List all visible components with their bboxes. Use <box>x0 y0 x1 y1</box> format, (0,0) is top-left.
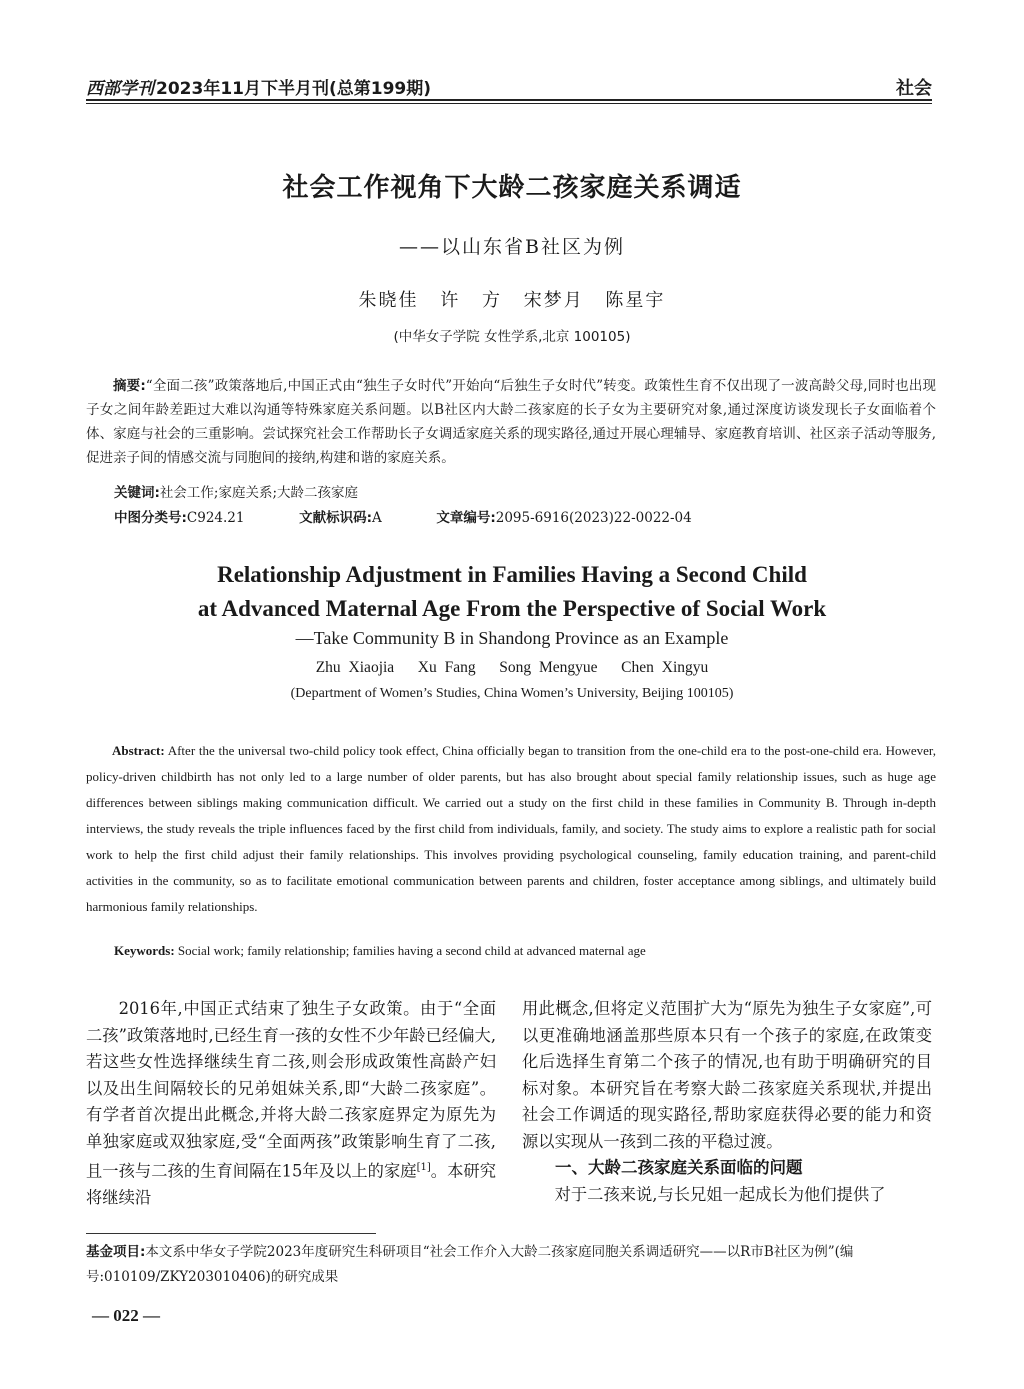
body-paragraph <box>86 996 496 1211</box>
footnote-rule <box>86 1233 376 1234</box>
journal-logo: 西部学刊 <box>86 79 154 99</box>
body-text: 。本研究将继续沿 <box>86 1161 496 1207</box>
page-number: — 022 — <box>92 1306 160 1325</box>
cn-title: 社会工作视角下大龄二孩家庭关系调适 <box>282 173 742 203</box>
header-rule-thin <box>86 103 932 104</box>
en-authors: Zhu Xiaojia Xu Fang Song Mengyue Chen Xingyu <box>315 659 709 676</box>
en-abstract-text: After the the universal two-child policy took effect, China officially began to transition from the one-child era to the post-one-child era. However, policy-driven childbirth has not only led to a large number of older parents, but has also brought about special family relationship issues, such as huge age differences between siblings making communication difficult. We carried out a study on the first child in these families in Community B. Through in-depth interviews, the study reveals the triple influences faced by the first child from individuals, family, and society. The study aims to explore a realistic path for social work to help the first child adjust their family relationships. This involves providing psychological counseling, family education training, and parent-child activities in the community, so as to facilitate emotional communication between parents and children, foster acceptance among siblings, and ultimately build harmonious family relationships. <box>86 743 936 914</box>
journal-issue: 2023年11月下半月刊(总第199期) <box>156 79 431 99</box>
en-keywords-text: Social work; family relationship; families having a second child at advanced maternal age <box>177 943 646 958</box>
body-column-left <box>86 996 496 1211</box>
en-keywords-label: Keywords: <box>114 943 175 958</box>
cn-subtitle: ——以山东省B社区为例 <box>399 236 625 258</box>
article-no-value: 2095-6916(2023)22-0022-04 <box>495 510 692 526</box>
running-header <box>86 64 932 104</box>
en-title-line1: Relationship Adjustment in Families Having a Second Child <box>217 562 807 587</box>
en-abstract <box>86 738 936 920</box>
doc-code-value: A <box>371 510 382 526</box>
body-text: 2016年,中国正式结束了独生子女政策。由于“全面二孩”政策落地时,已经生育一孩的女性不少年龄已经偏大,若这些女性选择继续生育二孩,则会形成政策性高龄产妇以及出生间隔较长的兄弟姐妹关系,即“大龄二孩家庭”。有学者首次提出此概念,并将大龄二孩家庭界定为原先为单独家庭或双独家庭,受“全面两孩”政策影响生育了二孩,且一孩与二孩的生育间隔在15年及以上的家庭 <box>86 999 496 1181</box>
doc-code-label: 文献标识码: <box>299 510 372 526</box>
citation-ref: [1] <box>416 1162 431 1173</box>
cn-keywords-text: 社会工作;家庭关系;大龄二孩家庭 <box>159 485 359 501</box>
en-affiliation: (Department of Women’s Studies, China Women’s University, Beijing 100105) <box>290 686 734 701</box>
cn-abstract-text: “全面二孩”政策落地后,中国正式由“独生子女时代”开始向“后独生子女时代”转变。政策性生育不仅出现了一波高龄父母,同时也出现子女之间年龄差距过大难以沟通等特殊家庭关系问题。以B社区内大龄二孩家庭的长子女为主要研究对象,通过深度访谈发现长子女面临着个体、家庭与社会的三重影响。尝试探究社会工作帮助长子女调适家庭关系的现实路径,通过开展心理辅导、家庭教育培训、社区亲子活动等服务,促进亲子间的情感交流与同胞间的接纳,构建和谐的家庭关系。 <box>86 378 936 466</box>
en-title <box>0 558 1024 626</box>
en-title-line2: at Advanced Maternal Age From the Perspective of Social Work <box>197 596 827 621</box>
en-abstract-label: Abstract: <box>112 743 165 758</box>
cn-abstract <box>86 374 936 470</box>
header-rule <box>86 99 932 101</box>
cn-keywords <box>114 481 358 501</box>
body-paragraph: 对于二孩来说,与长兄姐一起成长为他们提供了 <box>554 1184 886 1204</box>
cn-authors: 朱晓佳 许 方 宋梦月 陈星宇 <box>358 290 666 311</box>
footnote-label: 基金项目: <box>86 1244 146 1260</box>
body-paragraph: 用此概念,但将定义范围扩大为“原先为独生子女家庭”,可以更准确地涵盖那些原本只有一个孩子的家庭,在政策变化后选择生育第二个孩子的情况,也有助于明确研究的目标对象。本研究旨在考察大龄二孩家庭关系现状,并提出社会工作调适的现实路径,帮助家庭获得必要的能力和资源以实现从一孩到二孩的平稳过渡。 <box>522 999 932 1151</box>
en-subtitle: —Take Community B in Shandong Province as an Example <box>295 628 729 648</box>
cn-keywords-label: 关键词: <box>114 485 160 501</box>
cn-affiliation: (中华女子学院 女性学系,北京 100105) <box>393 329 631 345</box>
en-keywords <box>114 943 646 959</box>
clc-label: 中图分类号: <box>114 510 187 526</box>
journal-info <box>86 74 431 99</box>
section-heading: 一、大龄二孩家庭关系面临的问题 <box>555 1158 803 1177</box>
footnote-text: 本文系中华女子学院2023年度研究生科研项目“社会工作介入大龄二孩家庭同胞关系调适研究——以R市B社区为例”(编号:010109/ZKY203010406)的研究成果 <box>86 1244 854 1285</box>
section-name: 社会 <box>896 78 932 99</box>
article-no-label: 文章编号: <box>436 510 496 526</box>
cn-classification <box>114 506 934 526</box>
footnote <box>86 1240 936 1290</box>
cn-abstract-label: 摘要: <box>113 378 146 394</box>
body-column-right <box>522 996 932 1208</box>
clc-value: C924.21 <box>186 510 245 526</box>
